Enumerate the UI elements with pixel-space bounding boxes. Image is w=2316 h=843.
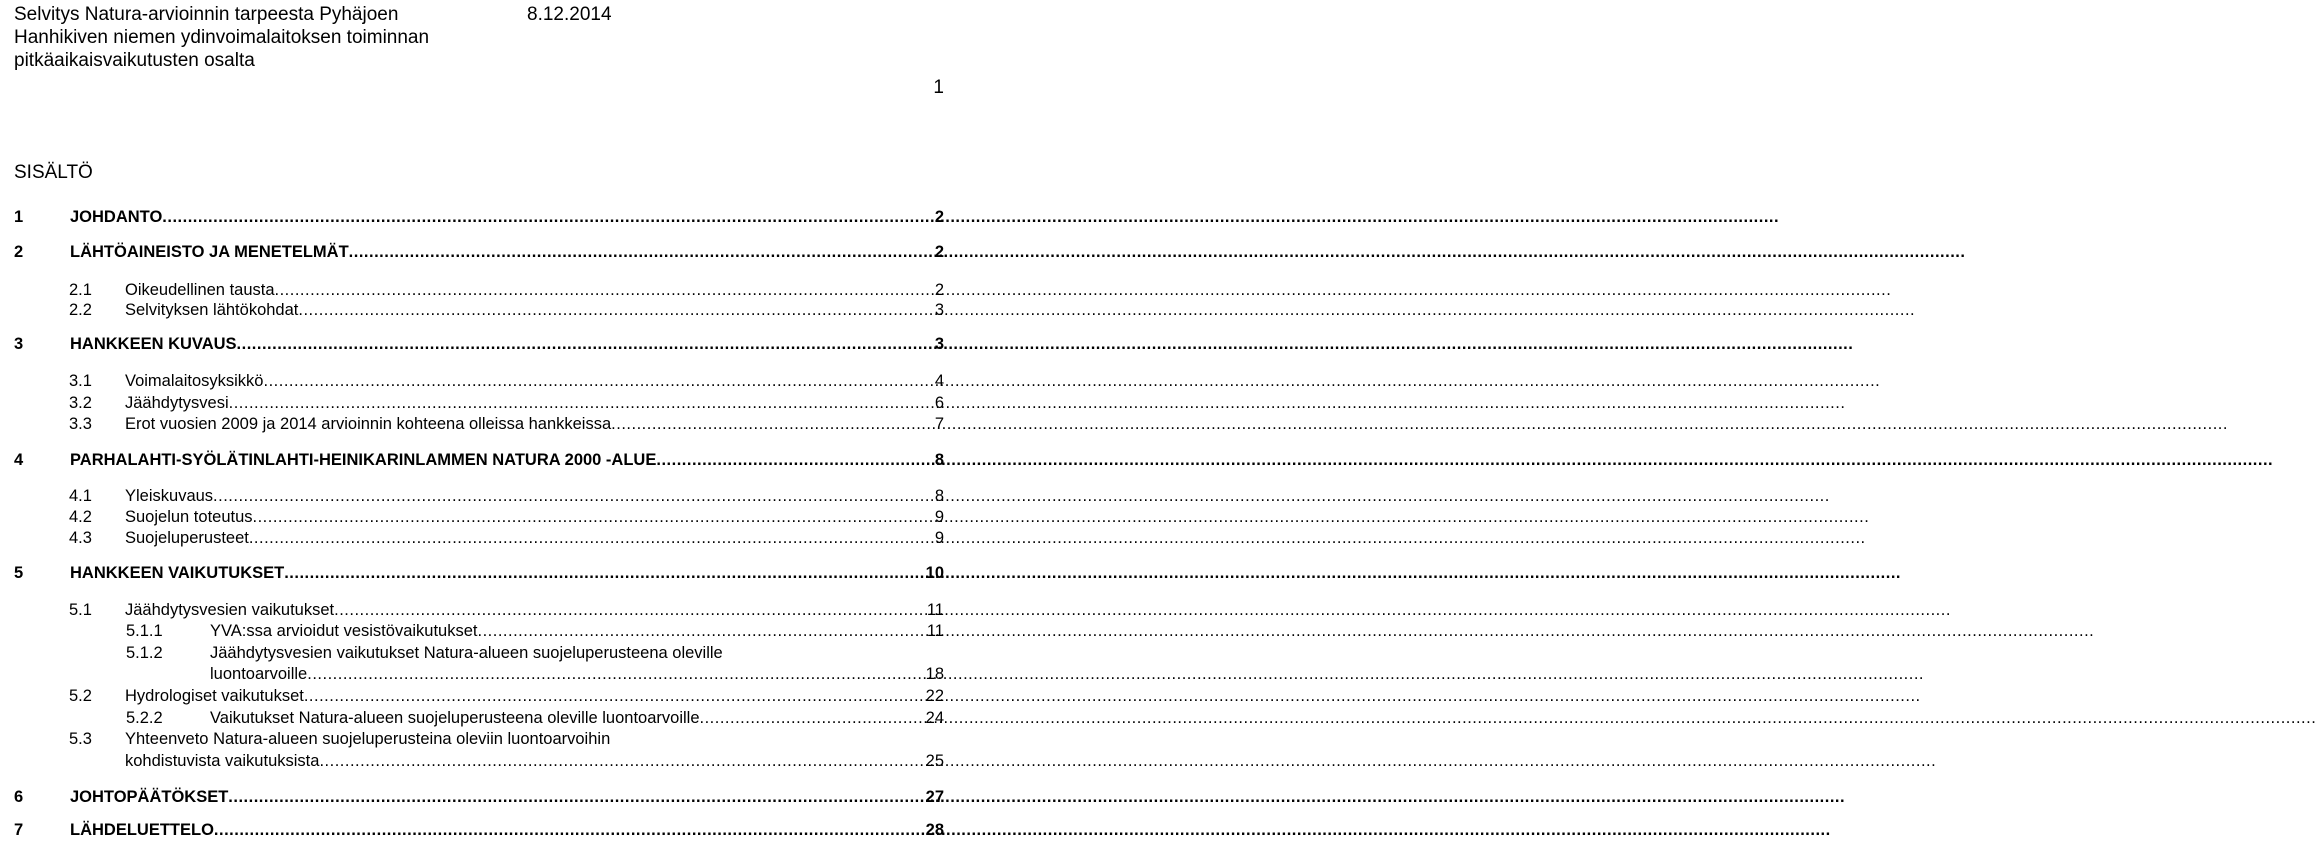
toc-dot-leader — [307, 664, 924, 684]
toc-entry-number: 4 — [14, 451, 24, 469]
toc-entry-title: Hydrologiset vaikutukset — [125, 687, 304, 705]
toc-entry-title: HANKKEEN VAIKUTUKSET — [70, 564, 285, 582]
toc-entry-page: 25 — [925, 752, 944, 770]
toc-entry-page: 10 — [925, 564, 944, 582]
toc-entry-title: Jäähdytysvesi — [125, 394, 229, 412]
toc-entry-number: 5.2 — [69, 687, 92, 705]
toc-entry-3[interactable] — [14, 334, 944, 354]
toc-entry-number: 5 — [14, 564, 24, 582]
toc-entry-4-2[interactable] — [69, 507, 944, 527]
toc-dot-leader — [304, 686, 925, 706]
toc-entry-number: 5.1.1 — [126, 622, 163, 640]
toc-dot-leader — [611, 414, 934, 434]
toc-dot-leader — [228, 787, 924, 807]
toc-dot-leader — [349, 242, 934, 262]
toc-entry-title: Selvityksen lähtökohdat — [125, 301, 299, 319]
toc-entry-page: 4 — [934, 372, 944, 390]
toc-entry-5-1[interactable] — [69, 600, 944, 620]
toc-entry-number: 5.3 — [69, 730, 92, 748]
toc-entry-2-2[interactable] — [69, 300, 944, 320]
toc-entry-title: YVA:ssa arvioidut vesistövaikutukset — [210, 622, 478, 640]
page-number: 1 — [933, 77, 944, 98]
toc-entry-3-1[interactable] — [69, 371, 944, 391]
toc-dot-leader — [253, 507, 934, 527]
toc-entry-title-line-1: Jäähdytysvesien vaikutukset Natura-alueen suojeluperusteena oleville — [210, 644, 723, 662]
toc-dot-leader — [275, 280, 934, 300]
toc-entry-2-1[interactable] — [69, 280, 944, 300]
toc-heading: SISÄLTÖ — [14, 162, 93, 183]
toc-entry-4[interactable] — [14, 450, 944, 470]
toc-entry-page: 22 — [925, 687, 944, 705]
toc-entry-5-2-2[interactable] — [126, 708, 944, 728]
toc-entry-number: 3.2 — [69, 394, 92, 412]
toc-entry-number: 1 — [14, 208, 24, 226]
toc-entry-number: 4.2 — [69, 508, 92, 526]
toc-entry-number: 5.1 — [69, 601, 92, 619]
toc-entry-title: Erot vuosien 2009 ja 2014 arvioinnin kohteena olleissa hankkeissa — [125, 415, 612, 433]
toc-entry-page: 7 — [934, 415, 944, 433]
table-of-contents — [0, 0, 960, 843]
header-title-line-3: pitkäaikaisvaikutusten osalta — [14, 50, 255, 71]
toc-entry-number: 4.1 — [69, 487, 92, 505]
toc-entry-title: kohdistuvista vaikutuksista — [125, 752, 320, 770]
toc-entry-5-2[interactable] — [69, 686, 944, 706]
toc-entry-5-1-2-first-line[interactable] — [126, 643, 723, 663]
toc-entry-page: 18 — [925, 665, 944, 683]
toc-dot-leader — [214, 820, 925, 840]
toc-entry-5-3[interactable] — [125, 751, 944, 771]
toc-entry-number: 5.2.2 — [126, 709, 163, 727]
toc-dot-leader — [319, 751, 924, 771]
toc-entry-page: 2 — [934, 281, 944, 299]
toc-entry-number: 4.3 — [69, 529, 92, 547]
toc-entry-title: JOHDANTO — [70, 208, 163, 226]
toc-entry-7[interactable] — [14, 820, 944, 840]
toc-entry-5-3-first-line[interactable] — [69, 729, 610, 749]
toc-entry-page: 11 — [926, 622, 944, 640]
toc-entry-5-1-2[interactable] — [210, 664, 944, 684]
toc-entry-number: 3.1 — [69, 372, 92, 390]
toc-entry-page: 27 — [925, 788, 944, 806]
toc-entry-3-2[interactable] — [69, 393, 944, 413]
toc-entry-page: 11 — [926, 601, 944, 619]
toc-entry-number: 3 — [14, 335, 24, 353]
toc-dot-leader — [249, 528, 934, 548]
toc-entry-number: 7 — [14, 821, 24, 839]
header-date: 8.12.2014 — [527, 4, 612, 25]
toc-dot-leader — [298, 300, 933, 320]
toc-entry-page: 3 — [934, 335, 944, 353]
toc-dot-leader — [477, 621, 925, 641]
toc-entry-page: 8 — [934, 487, 944, 505]
toc-entry-page: 9 — [934, 529, 944, 547]
toc-entry-page: 6 — [934, 394, 944, 412]
toc-entry-number: 2.1 — [69, 281, 92, 299]
toc-entry-5[interactable] — [14, 563, 944, 583]
toc-entry-number: 2 — [14, 243, 24, 261]
toc-entry-title: Vaikutukset Natura-alueen suojeluperusteena oleville luontoarvoille — [210, 709, 700, 727]
toc-entry-title: JOHTOPÄÄTÖKSET — [70, 788, 229, 806]
toc-entry-title: Suojelun toteutus — [125, 508, 253, 526]
header-title-line-2: Hanhikiven niemen ydinvoimalaitoksen toiminnan — [14, 27, 430, 48]
toc-dot-leader — [700, 708, 925, 728]
toc-entry-title: Yleiskuvaus — [125, 487, 214, 505]
toc-dot-leader — [213, 486, 934, 506]
toc-entry-6[interactable] — [14, 787, 944, 807]
toc-entry-title: Jäähdytysvesien vaikutukset — [125, 601, 335, 619]
toc-entry-title-line-1: Yhteenveto Natura-alueen suojeluperusteina oleviin luontoarvoihin — [125, 730, 611, 748]
toc-entry-title: Voimalaitosyksikkö — [125, 372, 264, 390]
toc-entry-number: 2.2 — [69, 301, 92, 319]
toc-entry-4-3[interactable] — [69, 528, 944, 548]
toc-entry-number: 6 — [14, 788, 24, 806]
toc-entry-3-3[interactable] — [69, 414, 944, 434]
toc-entry-title: LÄHDELUETTELO — [70, 821, 214, 839]
header-title-line-1: Selvitys Natura-arvioinnin tarpeesta Pyhäjoen — [14, 4, 399, 25]
toc-entry-4-1[interactable] — [69, 486, 944, 506]
toc-dot-leader — [237, 334, 934, 354]
toc-entry-page: 24 — [925, 709, 944, 727]
toc-dot-leader — [162, 207, 934, 227]
toc-entry-page: 2 — [934, 208, 944, 226]
toc-entry-page: 3 — [934, 301, 944, 319]
toc-dot-leader — [263, 371, 933, 391]
toc-dot-leader — [334, 600, 926, 620]
toc-entry-title: HANKKEEN KUVAUS — [70, 335, 237, 353]
toc-entry-2[interactable] — [14, 242, 944, 262]
toc-entry-title: PARHALAHTI-SYÖLÄTINLAHTI-HEINIKARINLAMMEN NATURA 2000 -ALUE — [70, 451, 657, 469]
toc-entry-title: Suojeluperusteet — [125, 529, 249, 547]
toc-entry-page: 2 — [934, 243, 944, 261]
toc-entry-title: LÄHTÖAINEISTO JA MENETELMÄT — [70, 243, 349, 261]
toc-entry-title: Oikeudellinen tausta — [125, 281, 275, 299]
toc-entry-title: luontoarvoille — [210, 665, 308, 683]
toc-entry-5-1-1[interactable] — [126, 621, 944, 641]
toc-dot-leader — [229, 393, 934, 413]
toc-entry-1[interactable] — [14, 207, 944, 227]
toc-dot-leader — [284, 563, 924, 583]
toc-entry-page: 8 — [934, 451, 944, 469]
toc-entry-number: 5.1.2 — [126, 644, 163, 662]
toc-entry-page: 9 — [934, 508, 944, 526]
toc-dot-leader — [656, 450, 933, 470]
toc-entry-number: 3.3 — [69, 415, 92, 433]
toc-entry-page: 28 — [925, 821, 944, 839]
